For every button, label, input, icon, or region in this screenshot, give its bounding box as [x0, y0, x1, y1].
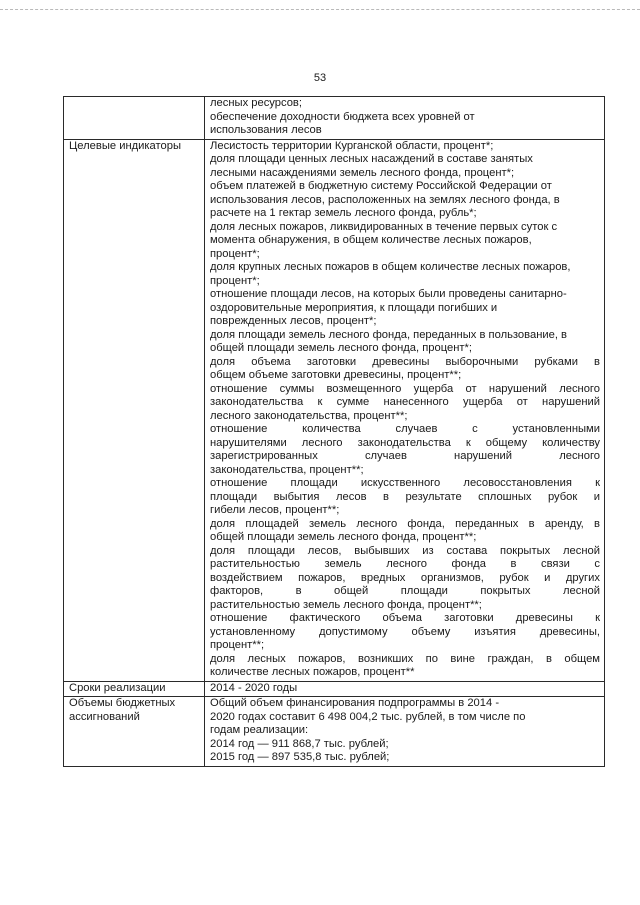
- indicator-line: отношение площади искусственного лесовосстановления к: [210, 477, 600, 489]
- indicator-line: установленному допустимому объему изъятия древесины,: [210, 625, 600, 638]
- page-number: 53: [313, 72, 327, 84]
- indicator-line: процент**;: [210, 639, 265, 651]
- indicator-line: оздоровительные мероприятия, к площади погибших и: [210, 301, 498, 314]
- timeline-value-cell: [205, 681, 605, 697]
- indicator-line: общем объеме заготовки древесины, процент**;: [210, 369, 462, 381]
- table-row-indicators: [64, 139, 605, 681]
- indicator-line: гибели лесов, процент**;: [210, 504, 340, 516]
- indicator-line: законодательства, процент**;: [210, 463, 364, 476]
- indicator-line: доля площади лесов, выбывших из состава покрытых лесной: [210, 544, 600, 557]
- indicator-line: растительностью земель лесного фонда в связи с: [210, 558, 600, 570]
- indicator-line: количестве лесных пожаров, процент**: [210, 666, 415, 678]
- row-label: Целевые индикаторы: [69, 139, 181, 152]
- text-line: обеспечение доходности бюджета всех уровней от: [210, 110, 475, 123]
- row-label: Объемы бюджетных: [69, 697, 176, 709]
- indicator-line: отношение площади лесов, на которых были проведены санитарно-: [210, 288, 567, 300]
- budget-line: годам реализации:: [210, 724, 309, 736]
- indicator-line: нарушителями лесного законодательства к общему количеству: [210, 436, 600, 449]
- table-row-budget: [64, 697, 605, 767]
- text-line: лесных ресурсов;: [210, 97, 302, 109]
- indicator-line: доля объема заготовки древесины выборочными рубками в: [210, 355, 600, 368]
- indicator-line: законодательства к сумме нанесенного ущерба от нарушений: [210, 396, 600, 408]
- indicator-line: зарегистрированных случаев нарушений лесного: [210, 450, 600, 462]
- continuation-cell: [205, 97, 605, 140]
- timeline-label: [64, 681, 205, 697]
- indicator-line: общей площади земель лесного фонда, процент*;: [210, 342, 473, 354]
- budget-label: [64, 697, 205, 767]
- timeline-value: 2014 - 2020 годы: [210, 681, 298, 694]
- budget-line: 2014 год — 911 868,7 тыс. рублей;: [210, 737, 389, 750]
- indicator-line: момента обнаружения, в общем количестве лесных пожаров,: [210, 234, 532, 246]
- indicator-line: доля площади земель лесного фонда, переданных в пользование, в: [210, 328, 567, 341]
- indicator-line: доля крупных лесных пожаров в общем количестве лесных пожаров,: [210, 261, 571, 273]
- indicator-line: площади выбытия лесов в результате сплошных рубок и: [210, 490, 600, 503]
- table-row-continuation: [64, 97, 605, 140]
- indicator-line: доля площадей земель лесного фонда, переданных в аренду, в: [210, 517, 600, 530]
- indicator-line: лесными насаждениями земель лесного фонда, процент*;: [210, 166, 515, 179]
- indicator-line: процент*;: [210, 274, 260, 287]
- indicator-line: отношение суммы возмещенного ущерба от нарушений лесного: [210, 382, 600, 395]
- indicator-line: отношение фактического объема заготовки древесины к: [210, 612, 600, 624]
- text-line: использования лесов: [210, 124, 322, 136]
- indicators-label: [64, 139, 205, 681]
- indicators-list: [205, 139, 605, 681]
- budget-value-cell: [205, 697, 605, 767]
- indicator-line: отношение количества случаев с установленными: [210, 423, 600, 435]
- budget-line: 2020 годах составит 6 498 004,2 тыс. рублей, в том числе по: [210, 710, 526, 723]
- table-row-timeline: [64, 681, 605, 697]
- indicator-line: поврежденных лесов, процент*;: [210, 315, 377, 327]
- indicator-line: растительностью земель лесного фонда, процент**;: [210, 598, 482, 611]
- row-label: Сроки реализации: [69, 681, 166, 694]
- indicator-line: использования лесов, расположенных на землях лесного фонда, в: [210, 193, 560, 206]
- indicator-line: процент*;: [210, 247, 260, 260]
- label-cell-empty: [64, 97, 205, 140]
- indicator-line: общей площади земель лесного фонда, процент**;: [210, 531, 477, 543]
- indicator-line: доля лесных пожаров, ликвидированных в течение первых суток с: [210, 220, 558, 233]
- indicator-line: факторов, в общей площади покрытых лесной: [210, 585, 600, 597]
- indicator-line: воздействием пожаров, вредных организмов, рубок и других: [210, 571, 600, 584]
- budget-line: 2015 год — 897 535,8 тыс. рублей;: [210, 751, 390, 763]
- budget-line: Общий объем финансирования подпрограммы в 2014 -: [210, 697, 500, 709]
- subprogram-passport-table: [63, 96, 605, 767]
- indicator-line: объем платежей в бюджетную систему Российской Федерации от: [210, 180, 552, 192]
- indicator-line: доля площади ценных лесных насаждений в составе занятых: [210, 153, 533, 165]
- scan-edge-line: [0, 9, 640, 10]
- indicator-line: расчете на 1 гектар земель лесного фонда, рубль*;: [210, 207, 477, 219]
- indicator-line: Лесистость территории Курганской области, процент*;: [210, 139, 494, 152]
- indicator-line: лесного законодательства, процент**;: [210, 409, 408, 422]
- indicator-line: доля лесных пожаров, возникших по вине граждан, в общем: [210, 652, 600, 665]
- row-label: ассигнований: [69, 710, 140, 723]
